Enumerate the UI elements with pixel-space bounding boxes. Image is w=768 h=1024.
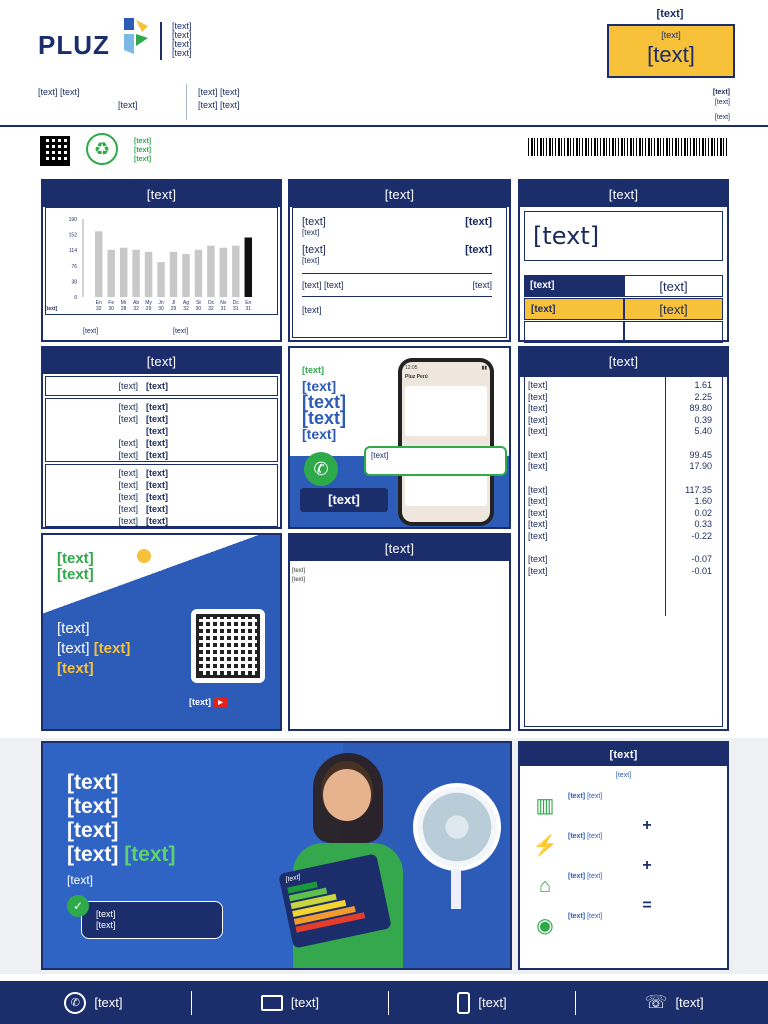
suministro-group	[45, 464, 278, 527]
verano-ad	[41, 741, 512, 970]
detalle-panel	[288, 179, 511, 342]
importes-title: [text]	[520, 348, 727, 377]
whatsapp-bubble	[364, 446, 507, 476]
importe-value: 99.45	[689, 449, 712, 460]
days-label: 30	[195, 306, 202, 312]
consumption-chart	[43, 209, 279, 329]
x-tick-label: En	[245, 300, 252, 306]
route-info	[198, 86, 240, 112]
supply-row-label: [text]	[118, 516, 138, 526]
mensaje-panel	[288, 533, 511, 731]
chart-footer-right: [text]	[173, 328, 189, 335]
energia-qr-icon[interactable]	[191, 609, 265, 683]
x-tick-label: Mr	[120, 300, 127, 306]
tarifa-item-bold: [text]	[568, 913, 586, 920]
footer-phone[interactable]	[645, 992, 704, 1013]
days-axis-label: [text]	[45, 306, 58, 312]
verano-line-em: [text]	[124, 843, 176, 866]
footer-divider	[191, 991, 192, 1015]
check-icon: ✓	[67, 895, 89, 917]
tarifa-icon: ◉	[536, 915, 554, 937]
tarifa-icon: ⚡	[532, 835, 558, 857]
x-tick-label: Nv	[220, 300, 227, 306]
verano-line: [text]	[67, 795, 119, 818]
qr-code-icon	[40, 136, 70, 166]
consumo-value: [text]	[472, 280, 492, 290]
customer-dni: [text]	[714, 114, 730, 121]
tarifa-item-text: [text]	[587, 913, 603, 920]
chart-footer-left: [text]	[83, 328, 99, 335]
billing-period: [text]	[656, 8, 684, 20]
bar	[157, 262, 164, 297]
header-divider	[0, 125, 768, 127]
days-label: 32	[133, 306, 139, 312]
supply-row-label: [text]	[118, 468, 138, 478]
bar	[245, 237, 252, 297]
company-info	[172, 22, 192, 58]
footer-divider	[388, 991, 389, 1015]
suministro-panel	[41, 346, 282, 529]
importe-label: [text]	[528, 484, 548, 495]
supply-row-value: [text]	[146, 492, 168, 502]
days-label: 29	[170, 306, 177, 312]
importe-label: [text]	[528, 496, 548, 506]
supply-number: [text]	[647, 42, 695, 67]
supply-row	[46, 401, 277, 413]
energia-text-line: [text]	[57, 620, 90, 637]
mensaje-title: [text]	[290, 535, 509, 561]
footer-bar	[0, 981, 768, 1024]
logo-text: PLUZ	[38, 30, 110, 60]
total-amount: [text]	[533, 222, 600, 250]
x-tick-label: Ag	[182, 300, 190, 306]
monitor-icon	[261, 995, 283, 1011]
tarifa-icon: ⌂	[538, 875, 552, 897]
tarifa-item-bold: [text]	[568, 833, 586, 840]
days-label: 32	[183, 306, 189, 312]
energia-title	[57, 551, 94, 583]
importe-value: 1.60	[694, 496, 712, 506]
tarifa-operator: =	[642, 897, 652, 914]
y-tick-label: 38	[71, 279, 77, 286]
tarifa-operator: +	[642, 817, 652, 834]
lectura-anterior-label: [text]	[302, 244, 326, 256]
logo-mark-icon	[120, 16, 152, 56]
importe-value: 117.35	[685, 484, 712, 495]
phone-icon: ☏	[644, 992, 668, 1012]
ad-line: [text]	[302, 378, 337, 394]
bar	[170, 252, 177, 297]
vencimiento-value: [text]	[624, 298, 723, 320]
alimentador-label: [text]	[118, 381, 138, 391]
supply-row	[46, 437, 277, 449]
importe-row	[528, 496, 720, 508]
footer-whatsapp[interactable]	[64, 992, 122, 1014]
x-tick-label: Jl	[171, 300, 176, 306]
x-tick-label: Ab	[133, 300, 140, 306]
bar	[182, 254, 189, 297]
phone-mockup: 12:05 ▮▮ Pluz Perú	[398, 358, 494, 526]
lectura-actual-value: [text]	[465, 216, 492, 228]
customer-address: [text]	[714, 99, 730, 106]
supply-row	[46, 515, 277, 527]
importe-value: 17.90	[689, 461, 712, 471]
receipt-value: [text]	[220, 100, 240, 110]
lectura-actual-label: [text]	[302, 216, 326, 228]
y-tick-label: 152	[68, 232, 77, 239]
bar	[120, 248, 127, 297]
mensaje-line: [text]	[292, 577, 306, 583]
bar	[145, 252, 152, 297]
consumo-label: [text]	[302, 280, 322, 290]
supply-row	[46, 449, 277, 461]
supply-row-label: [text]	[118, 480, 138, 490]
consumo-factor: [text]	[324, 280, 344, 290]
days-label: 31	[220, 306, 227, 312]
card-title: [text]	[284, 873, 302, 884]
importe-row	[528, 392, 720, 404]
importes-group	[528, 554, 720, 577]
pill-line: [text]	[96, 920, 116, 930]
importe-label: [text]	[528, 403, 548, 413]
supply-row-value: [text]	[146, 516, 168, 526]
x-tick-label: En	[95, 300, 102, 306]
importe-value: -0.22	[691, 530, 712, 541]
tarifa-item	[532, 913, 722, 939]
footer-phone-text: [text]	[675, 995, 704, 1010]
importe-row	[528, 461, 720, 473]
alimentador-value: [text]	[146, 381, 168, 391]
importe-value: 89.80	[689, 403, 712, 413]
supply-row-value: [text]	[146, 504, 168, 514]
mensaje-line: [text]	[292, 568, 306, 574]
x-tick-label: Fe	[108, 300, 115, 306]
bubble-text: [text]	[371, 451, 389, 460]
tarifa-operator: +	[642, 857, 652, 874]
importe-row	[528, 485, 720, 497]
supply-row-value: [text]	[146, 402, 168, 412]
chat-name: Pluz Perú	[405, 374, 428, 380]
importe-label: [text]	[528, 519, 548, 529]
importe-label: [text]	[528, 426, 548, 436]
importe-label: [text]	[528, 565, 548, 576]
importe-row	[528, 531, 720, 543]
energia-text-line: [text]	[57, 660, 94, 677]
tarifa-panel	[518, 741, 729, 970]
x-tick-label: My	[145, 300, 152, 306]
importe-label: [text]	[528, 554, 548, 564]
x-tick-label: St	[196, 300, 201, 306]
days-label: 31	[245, 306, 252, 312]
youtube-icon: ▶	[214, 698, 228, 708]
whatsapp-phone: [text]	[328, 492, 360, 507]
meter-label: [text]	[38, 87, 58, 97]
importe-row	[528, 566, 720, 578]
importe-label: [text]	[528, 507, 548, 518]
precio-text: [text]	[302, 305, 322, 315]
route-label: [text]	[198, 87, 218, 97]
importes-group	[528, 485, 720, 543]
supply-number-box	[607, 24, 735, 78]
historico-title: [text]	[43, 181, 280, 207]
customer-info	[713, 88, 730, 123]
x-tick-label: Jn	[158, 300, 164, 306]
verano-line: [text]	[67, 819, 119, 842]
days-label: 31	[233, 306, 239, 312]
meter-value: [text]	[60, 87, 80, 97]
recycle-text	[134, 137, 151, 164]
total-amount-box	[524, 211, 723, 261]
miralo-cta[interactable]	[189, 697, 228, 708]
ad-line: [text]	[302, 392, 346, 412]
importe-value: 5.40	[694, 426, 712, 436]
supply-row	[46, 467, 277, 479]
days-label: 30	[108, 306, 114, 312]
y-tick-label: 114	[69, 248, 77, 255]
barcode	[528, 138, 728, 156]
supply-number-label: [text]	[661, 30, 681, 40]
energia-title-line: [text]	[57, 550, 94, 567]
tarifa-item-bold: [text]	[568, 793, 586, 800]
bar	[220, 248, 227, 297]
supply-row-value: [text]	[146, 480, 168, 490]
verano-sub: [text]	[67, 873, 94, 887]
x-tick-label: Oc	[207, 300, 215, 306]
days-label: 28	[120, 306, 127, 312]
importe-row	[528, 508, 720, 520]
importe-row	[528, 403, 720, 415]
supply-row	[46, 491, 277, 503]
y-tick-label: 0	[74, 295, 77, 301]
receipt-label: [text]	[198, 100, 218, 110]
importe-row	[528, 450, 720, 462]
company-line: [text]	[172, 21, 192, 31]
energia-text-line: [text]	[57, 640, 90, 657]
cta-text: [text]	[189, 697, 211, 707]
importes-list	[528, 378, 720, 577]
supply-row-value: [text]	[146, 468, 168, 478]
bulb-icon	[137, 549, 151, 563]
recycle-line: [text]	[134, 138, 152, 145]
importe-value: -0.07	[691, 554, 712, 564]
days-label: 32	[95, 306, 102, 312]
y-tick-label: 76	[71, 263, 77, 270]
supply-row-value: [text]	[146, 450, 168, 460]
supply-row-label: [text]	[118, 450, 138, 460]
verano-line: [text]	[67, 843, 119, 866]
energia-ad	[41, 533, 282, 731]
suministro-title: [text]	[43, 348, 280, 374]
tarifa-item-bold: [text]	[568, 873, 586, 880]
days-label: 29	[145, 306, 152, 312]
importe-value: 0.39	[694, 414, 712, 425]
phone-time: 12:05	[405, 365, 418, 371]
days-label: 30	[158, 306, 164, 312]
pill-line: [text]	[96, 909, 116, 919]
footer-web-text: [text]	[290, 995, 320, 1010]
y-tick-label: 190	[68, 217, 77, 223]
importe-row	[528, 554, 720, 566]
whatsapp-footer-icon: ✆	[64, 992, 86, 1014]
footer-divider	[575, 991, 576, 1015]
tarifa-item	[532, 833, 722, 859]
importe-label: [text]	[528, 391, 548, 402]
tarifa-item-text: [text]	[587, 873, 603, 880]
x-tick-label: Dc	[232, 300, 239, 306]
whatsapp-icon: ✆	[304, 452, 338, 486]
importe-value: 0.33	[694, 519, 712, 529]
importes-group	[528, 450, 720, 473]
energia-title-line: [text]	[57, 566, 94, 583]
importe-row	[528, 519, 720, 531]
ad-line: [text]	[302, 408, 346, 428]
supply-row	[46, 413, 277, 425]
verano-pill	[81, 901, 223, 939]
tarifa-icon: ▥	[535, 795, 555, 817]
emision-label: [text]	[524, 275, 624, 297]
wires: [text]	[118, 100, 138, 110]
importe-value: 2.25	[694, 391, 712, 402]
tarifa-item-text: [text]	[587, 833, 603, 840]
footer-whatsapp-text: [text]	[94, 995, 123, 1010]
supply-row-label: [text]	[118, 438, 138, 448]
verano-headline	[67, 771, 176, 867]
historico-panel	[41, 179, 282, 342]
detalle-title: [text]	[290, 181, 509, 207]
importe-label: [text]	[528, 530, 548, 541]
footer-app-text: [text]	[478, 995, 507, 1010]
importes-panel	[518, 346, 729, 731]
smartphone-icon	[457, 992, 470, 1014]
footer-web[interactable]	[261, 995, 319, 1011]
importe-label: [text]	[528, 380, 548, 390]
importe-value: 0.02	[694, 507, 712, 518]
tarifa-title: [text]	[520, 743, 727, 766]
whatsapp-ad	[288, 346, 511, 529]
lectura-anterior-value: [text]	[465, 244, 492, 256]
route-value: [text]	[220, 87, 240, 97]
recycle-line: [text]	[134, 156, 152, 163]
supply-row-label: [text]	[118, 402, 138, 412]
pluz-logo	[38, 28, 148, 68]
total-title: [text]	[520, 181, 727, 207]
bar	[132, 250, 139, 297]
importes-group	[528, 380, 720, 438]
whatsapp-ad-headline	[302, 362, 346, 442]
importe-value: 1.61	[694, 380, 712, 390]
whatsapp-phone-badge	[300, 488, 388, 512]
supply-row-value: [text]	[146, 414, 168, 424]
importe-row	[528, 426, 720, 438]
importe-label: [text]	[528, 449, 548, 460]
tarifa-items	[532, 793, 722, 939]
verano-line: [text]	[67, 771, 119, 794]
supply-row-value: [text]	[146, 438, 168, 448]
supply-row-label	[46, 425, 146, 437]
customer-name: [text]	[712, 89, 730, 96]
company-line: [text]	[172, 39, 192, 49]
supply-row-label: [text]	[118, 504, 138, 514]
company-line: [text]	[172, 30, 192, 40]
ad-line: [text]	[302, 426, 337, 442]
ad-line: [text]	[302, 365, 324, 375]
importe-label: [text]	[528, 461, 548, 471]
days-label: 32	[208, 306, 214, 312]
importe-row	[528, 380, 720, 392]
meter-info	[38, 86, 138, 112]
importe-value: -0.01	[691, 565, 712, 576]
total-panel	[518, 179, 729, 342]
lectura-anterior-date: [text]	[302, 256, 320, 265]
energia-text-em: [text]	[93, 640, 131, 657]
tarifa-item	[532, 873, 722, 899]
footer-app[interactable]	[457, 992, 506, 1014]
bar	[195, 250, 202, 297]
suministro-group	[45, 398, 278, 462]
supply-row-label: [text]	[118, 492, 138, 502]
supply-row	[46, 479, 277, 491]
lectura-actual-date: [text]	[302, 228, 320, 237]
fan-icon	[413, 783, 501, 871]
emision-value: [text]	[624, 275, 723, 297]
recycle-icon: ♻	[86, 133, 118, 165]
supply-row-value: [text]	[146, 426, 168, 436]
tarifa-item	[532, 793, 722, 819]
vencimiento-label: [text]	[524, 298, 624, 320]
tarifa-intro: [text]	[615, 772, 632, 779]
company-line: [text]	[172, 48, 192, 58]
energia-text	[57, 619, 130, 679]
bar	[95, 231, 102, 297]
recycle-line: [text]	[134, 147, 152, 154]
bar	[232, 246, 239, 297]
bar	[107, 250, 114, 297]
tarifa-item-text: [text]	[587, 793, 603, 800]
supply-row	[46, 425, 277, 437]
bar	[207, 246, 214, 297]
importe-label: [text]	[528, 414, 548, 425]
supply-row-label: [text]	[118, 414, 138, 424]
importe-row	[528, 415, 720, 427]
supply-row	[46, 503, 277, 515]
